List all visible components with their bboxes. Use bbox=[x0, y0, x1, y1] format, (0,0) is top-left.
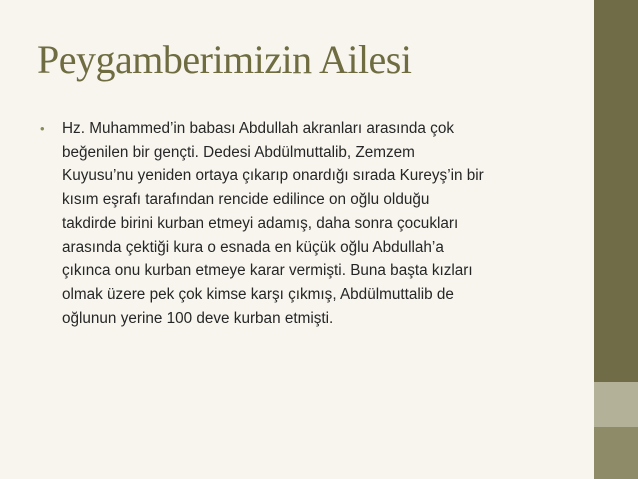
decorative-sidebar bbox=[594, 0, 638, 479]
body-line: Kuyusu’nu yeniden ortaya çıkarıp onardığı sırada Kureyş’in bir bbox=[62, 167, 484, 185]
body-line: çıkınca onu kurban etmeye karar vermişti. Buna başta kızları bbox=[62, 262, 473, 280]
bullet-text bbox=[62, 117, 484, 330]
sidebar-mid-block bbox=[594, 427, 638, 479]
body-line: Hz. Muhammed’in babası Abdullah akranları arasında çok bbox=[62, 120, 454, 137]
sidebar-light-block bbox=[594, 382, 638, 427]
slide-title: Peygamberimizin Ailesi bbox=[37, 37, 412, 82]
slide-body bbox=[40, 117, 570, 330]
body-line: beğenilen bir gençti. Dedesi Abdülmuttalib, Zemzem bbox=[62, 143, 415, 161]
sidebar-dark-block bbox=[594, 0, 638, 382]
body-line: arasında çektiği kura o esnada en küçük oğlu Abdullah’a bbox=[62, 238, 444, 256]
body-line: kısım eşrafı tarafından rencide edilince on oğlu olduğu bbox=[62, 191, 430, 209]
bullet-icon: • bbox=[40, 121, 45, 136]
body-line: olmak üzere pek çok kimse karşı çıkmış, Abdülmuttalib de bbox=[62, 285, 454, 303]
body-line: takdirde birini kurban etmeyi adamış, daha sonra çocukları bbox=[62, 214, 459, 232]
body-line: oğlunun yerine 100 deve kurban etmişti. bbox=[62, 309, 334, 327]
bullet-item bbox=[40, 117, 570, 330]
